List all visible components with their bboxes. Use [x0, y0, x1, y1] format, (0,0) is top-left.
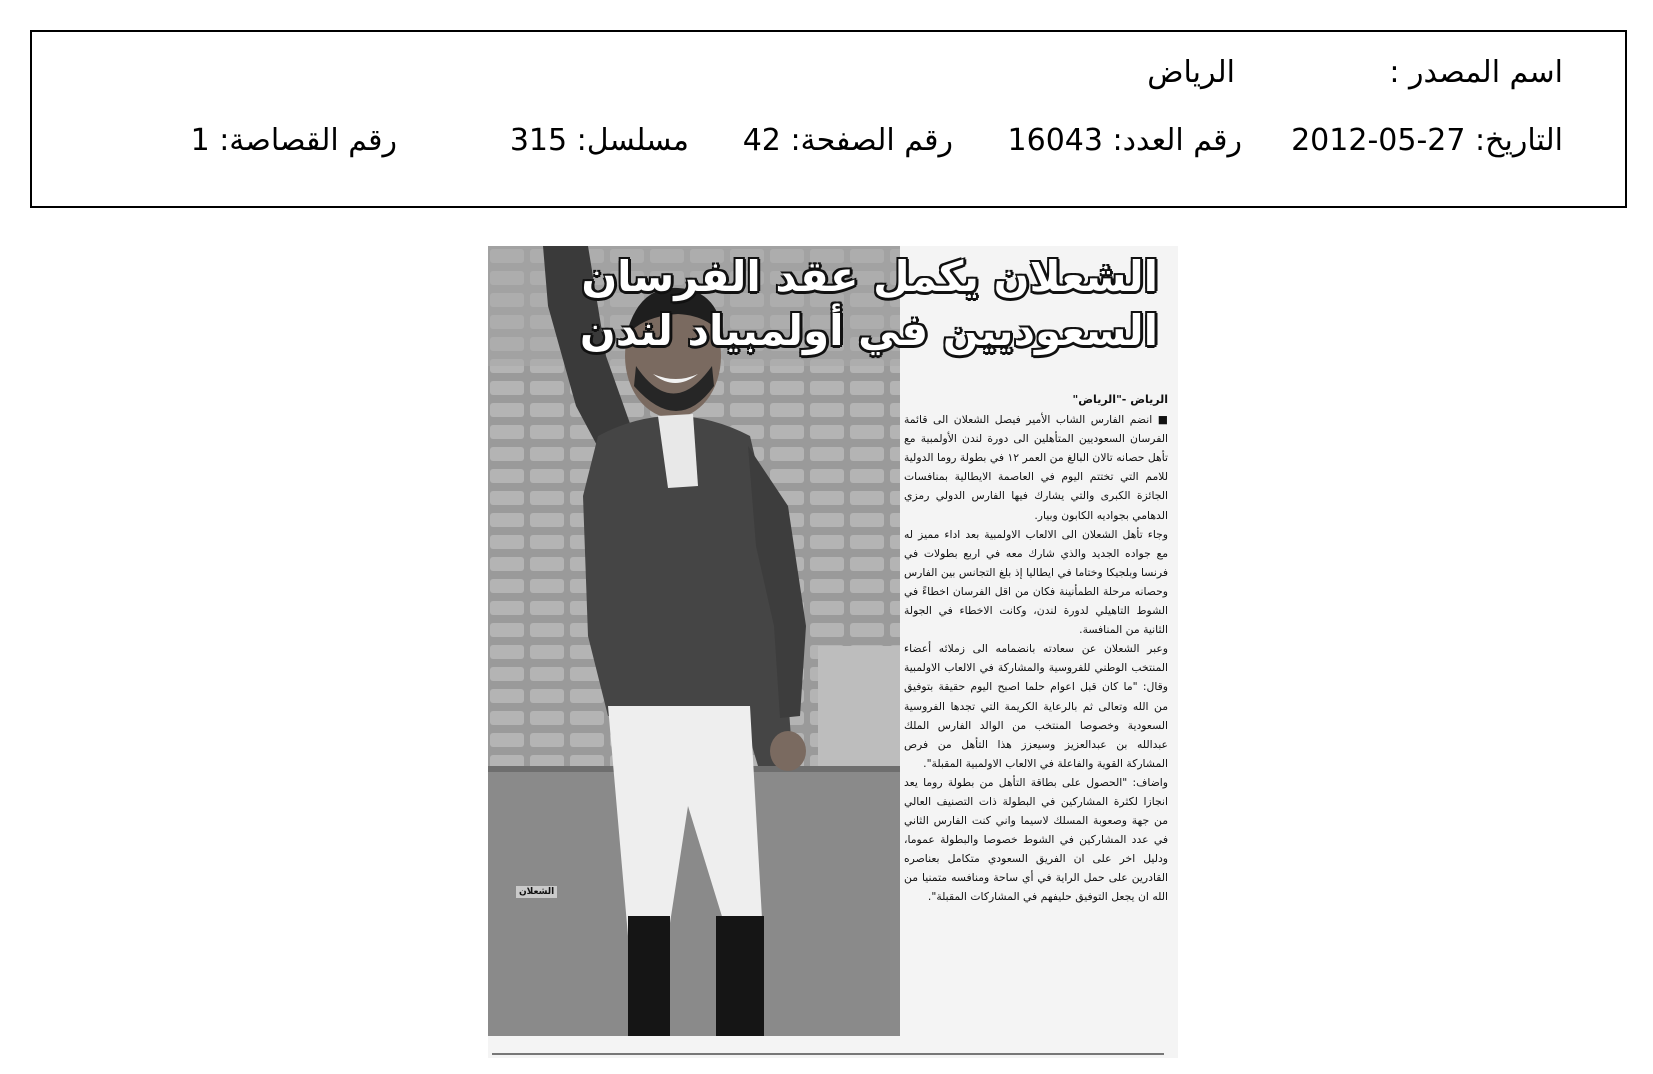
photo-caption: الشعلان	[516, 886, 557, 898]
rider-photo-illustration	[488, 246, 900, 1036]
headline-line-1: الشعلان يكمل عقد الفرسان	[581, 252, 1158, 301]
rider-photo	[488, 246, 900, 1036]
headline-line-2: السعوديين في أولمبياد لندن	[579, 306, 1158, 355]
page-number-label: رقم الصفحة: 42	[742, 123, 953, 158]
clip-number-label: رقم القصاصة: 1	[190, 123, 397, 158]
clipping-info-box	[30, 30, 1627, 208]
date-label: التاريخ: 27-05-2012	[1291, 123, 1563, 158]
byline: الرياض -"الرياض"	[1072, 393, 1168, 406]
bottom-rule	[492, 1053, 1164, 1055]
source-value: الرياض	[1147, 55, 1235, 90]
newspaper-clipping	[488, 246, 1178, 1058]
article-paragraph-2: وجاء تأهل الشعلان الى الالعاب الاولمبية بعد اداء مميز له مع جواده الجديد والذي شارك معه في اربع بطولات في فرنسا وبلجيكا وختاما في ايطاليا إذ بلغ التجانس بين الفارس وحصانه مرحلة الطمأنينة فكان من اقل الفرسان اخطاءً في الشوط التاهيلي لدورة لندن، وكانت الاخطاء في الجولة الثانية من المنافسة.	[904, 527, 1168, 637]
article-body	[904, 390, 1168, 1040]
article-paragraph-4: واضاف: "الحصول على بطاقة التأهل من بطولة روما يعد انجازا لكثرة المشاركين في البطولة ذات التصنيف العالي من جهة وصعوبة المسلك لاسيما واني كنت الفارس الثاني في عدد المشاركين في الشوط خصوصا والبطولة عموما، ودليل اخر على ان الفريق السعودي متكامل بعناصره القادرين على حمل الراية في أي ساحة ومنافسه متمنيا من الله ان يجعل التوفيق حليفهم في المشاركات المقبلة".	[904, 775, 1168, 904]
article-paragraph-3: وعبر الشعلان عن سعادته بانضمامه الى زملائه أعضاء المنتخب الوطني للفروسية والمشاركة في الالعاب الاولمبية وقال: "ما كان قبل اعوام حلما اصبح اليوم حقيقة بتوفيق من الله وتعالى ثم بالرعاية الكريمة التي تجدها الفروسية السعودية وخصوصا المنتخب من الوالد الفارس الملك عبدالله بن عبدالعزيز وسيعزز هذا التأهل من فرص المشاركة القوية والفاعلة في الالعاب الاولمبية المقبلة".	[904, 642, 1168, 770]
article-paragraph-1: ■ انضم الفارس الشاب الأمير فيصل الشعلان الى قائمة الفرسان السعوديين المتأهلين الى دورة لندن الأولمبية مع تأهل حصانه تالان البالغ من العمر ١٢ في بطولة روما الدولية للامم التي تختتم اليوم في العاصمة الايطالية بمنافسات الجائزة الكبرى والتي يشارك فيها الفارس الدولي رمزي الدهامي بجواديه الكابون وبيار.	[904, 413, 1168, 522]
issue-number-label: رقم العدد: 16043	[1007, 123, 1242, 158]
serial-label: مسلسل: 315	[509, 123, 689, 158]
source-label: اسم المصدر :	[1389, 55, 1563, 90]
